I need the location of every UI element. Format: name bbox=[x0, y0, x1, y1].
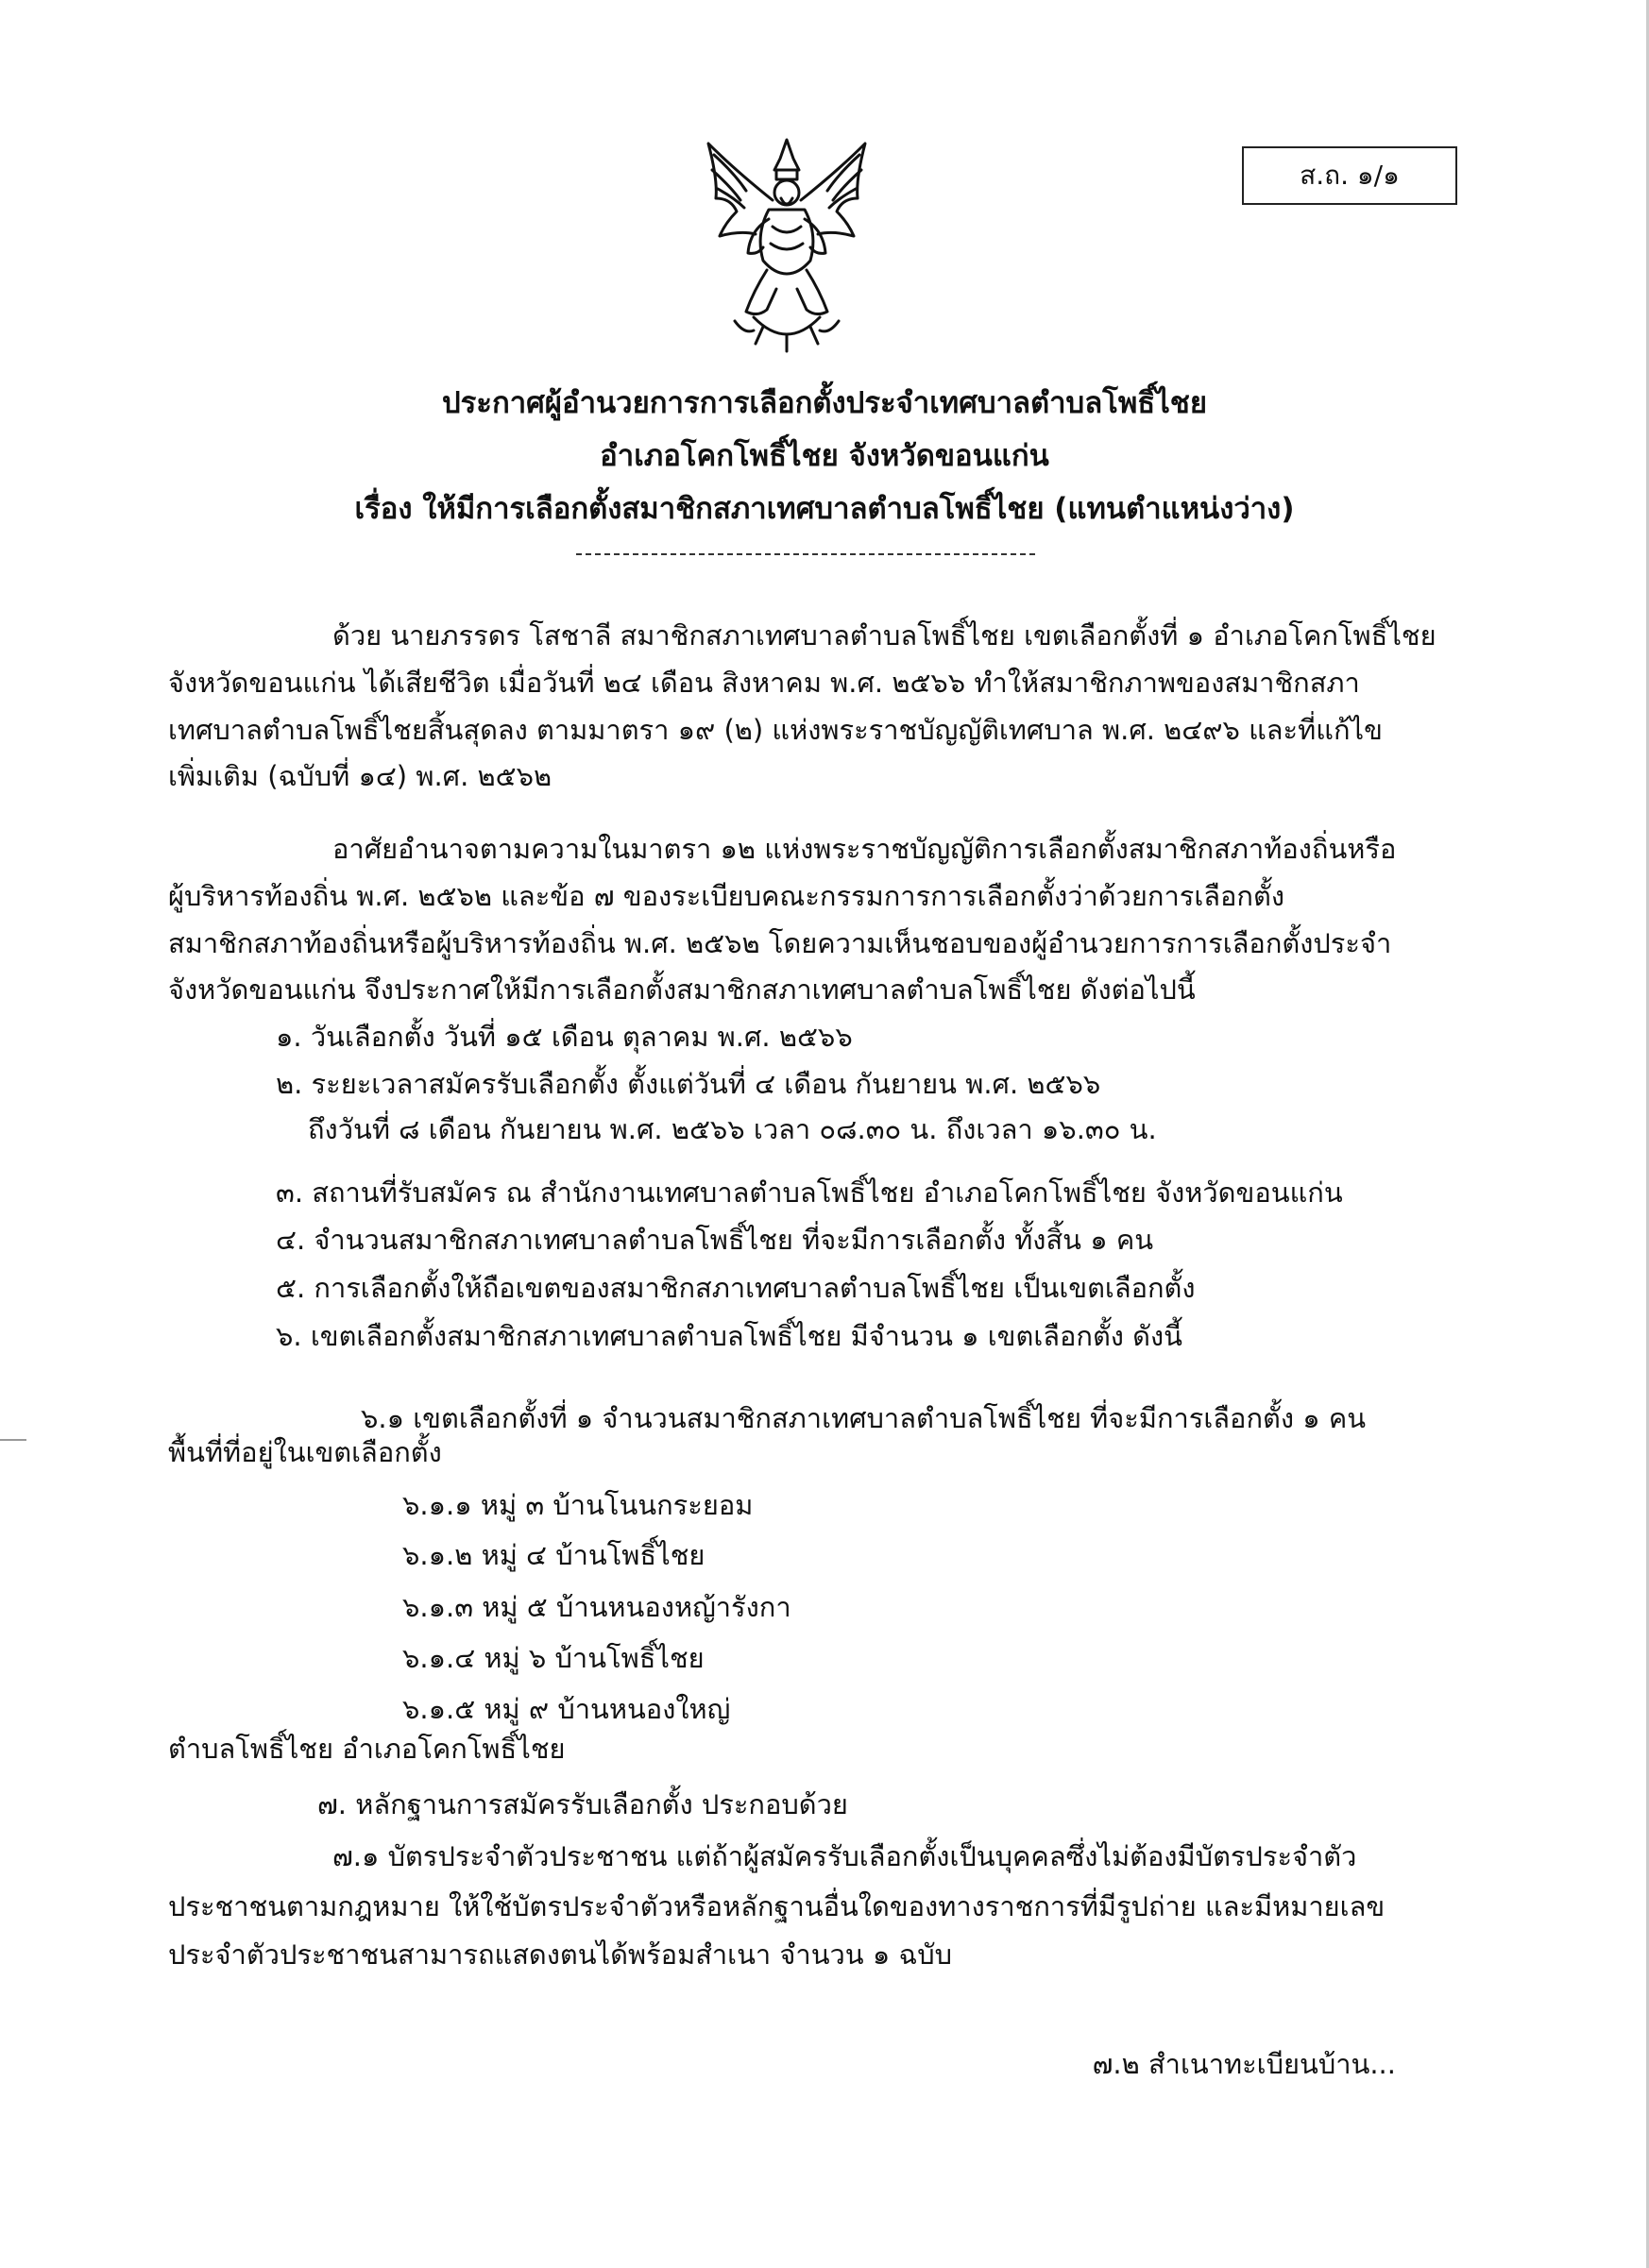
para2-line-2: ผู้บริหารท้องถิ่น พ.ศ. ๒๕๖๒ และข้อ ๗ ของระเบียบคณะกรรมการการเลือกตั้งว่าด้วยการเลือกตั้ง bbox=[168, 880, 1284, 912]
item-6: ๖. เขตเลือกตั้งสมาชิกสภาเทศบาลตำบลโพธิ์ไชย มีจำนวน ๑ เขตเลือกตั้ง ดังนี้ bbox=[276, 1320, 1183, 1352]
item-5: ๕. การเลือกตั้งให้ถือเขตของสมาชิกสภาเทศบาลตำบลโพธิ์ไชย เป็นเขตเลือกตั้ง bbox=[276, 1272, 1196, 1304]
para2-line-1: อาศัยอำนาจตามความในมาตรา ๑๒ แห่งพระราชบัญญัติการเลือกตั้งสมาชิกสภาท้องถิ่นหรือ bbox=[332, 833, 1397, 865]
para1-line-4: เพิ่มเติม (ฉบับที่ ๑๔) พ.ศ. ๒๕๖๒ bbox=[168, 760, 552, 792]
zone-district: ตำบลโพธิ์ไชย อำเภอโคกโพธิ์ไชย bbox=[168, 1733, 566, 1765]
para1-line-1: ด้วย นายภรรดร โสชาลี สมาชิกสภาเทศบาลตำบลโพธิ์ไชย เขตเลือกตั้งที่ ๑ อำเภอโคกโพธิ์ไชย bbox=[332, 619, 1436, 652]
village-2: ๖.๑.๒ หมู่ ๔ บ้านโพธิ์ไชย bbox=[402, 1539, 706, 1571]
evidence-line-2: ประชาชนตามกฎหมาย ให้ใช้บัตรประจำตัวหรือหลักฐานอื่นใดของทางราชการที่มีรูปถ่าย และมีหมายเลข bbox=[168, 1890, 1386, 1922]
continuation-note: ๗.๒ สำเนาทะเบียนบ้าน... bbox=[1092, 2048, 1396, 2080]
village-4: ๖.๑.๔ หมู่ ๖ บ้านโพธิ์ไชย bbox=[402, 1642, 705, 1674]
para2-line-3: สมาชิกสภาท้องถิ่นหรือผู้บริหารท้องถิ่น พ.ศ. ๒๕๖๒ โดยความเห็นชอบของผู้อำนวยการการเลือกตั้งประจำ bbox=[168, 927, 1392, 959]
evidence-title: ๗. หลักฐานการสมัครรับเลือกตั้ง ประกอบด้วย bbox=[317, 1788, 848, 1820]
item-4: ๔. จำนวนสมาชิกสภาเทศบาลตำบลโพธิ์ไชย ที่จะมีการเลือกตั้ง ทั้งสิ้น ๑ คน bbox=[276, 1224, 1154, 1256]
para1-line-3: เทศบาลตำบลโพธิ์ไชยสิ้นสุดลง ตามมาตรา ๑๙ (๒) แห่งพระราชบัญญัติเทศบาล พ.ศ. ๒๔๙๖ และที่แก้ไข bbox=[168, 714, 1383, 746]
header-line-2: อำเภอโคกโพธิ์ไชย จังหวัดขอนแก่น bbox=[600, 439, 1049, 473]
header-subject: เรื่อง ให้มีการเลือกตั้งสมาชิกสภาเทศบาลตำบลโพธิ์ไชย (แทนตำแหน่งว่าง) bbox=[354, 492, 1295, 526]
header-divider bbox=[576, 553, 1035, 555]
item-2: ๒. ระยะเวลาสมัครรับเลือกตั้ง ตั้งแต่วันที่ ๔ เดือน กันยายน พ.ศ. ๒๕๖๖ bbox=[276, 1068, 1101, 1100]
village-5: ๖.๑.๕ หมู่ ๙ บ้านหนองใหญ่ bbox=[402, 1693, 731, 1725]
zone-line-2: พื้นที่ที่อยู่ในเขตเลือกตั้ง bbox=[168, 1436, 442, 1468]
para1-line-2: จังหวัดขอนแก่น ได้เสียชีวิต เมื่อวันที่ ๒๔ เดือน สิงหาคม พ.ศ. ๒๕๖๖ ทำให้สมาชิกภาพของสมาชิกสภา bbox=[168, 667, 1360, 699]
scan-mark bbox=[0, 1439, 26, 1441]
item-2-cont: ถึงวันที่ ๘ เดือน กันยายน พ.ศ. ๒๕๖๖ เวลา ๐๘.๓๐ น. ถึงเวลา ๑๖.๓๐ น. bbox=[308, 1113, 1157, 1145]
village-1: ๖.๑.๑ หมู่ ๓ บ้านโนนกระยอม bbox=[402, 1489, 754, 1521]
para2-line-4: จังหวัดขอนแก่น จึงประกาศให้มีการเลือกตั้งสมาชิกสภาเทศบาลตำบลโพธิ์ไชย ดังต่อไปนี้ bbox=[168, 973, 1196, 1006]
form-code-box bbox=[1242, 146, 1457, 205]
evidence-line-1: ๗.๑ บัตรประจำตัวประชาชน แต่ถ้าผู้สมัครรับเลือกตั้งเป็นบุคคลซึ่งไม่ต้องมีบัตรประจำตัว bbox=[332, 1840, 1357, 1872]
garuda-emblem-icon bbox=[697, 132, 876, 354]
form-code: ส.ถ. ๑/๑ bbox=[1300, 160, 1400, 191]
item-1: ๑. วันเลือกตั้ง วันที่ ๑๕ เดือน ตุลาคม พ.ศ. ๒๕๖๖ bbox=[276, 1021, 853, 1053]
village-3: ๖.๑.๓ หมู่ ๕ บ้านหนองหญ้ารังกา bbox=[402, 1591, 791, 1623]
header-line-1: ประกาศผู้อำนวยการการเลือกตั้งประจำเทศบาลตำบลโพธิ์ไชย bbox=[441, 386, 1208, 420]
item-3: ๓. สถานที่รับสมัคร ณ สำนักงานเทศบาลตำบลโพธิ์ไชย อำเภอโคกโพธิ์ไชย จังหวัดขอนแก่น bbox=[276, 1176, 1343, 1209]
evidence-line-3: ประจำตัวประชาชนสามารถแสดงตนได้พร้อมสำเนา จำนวน ๑ ฉบับ bbox=[168, 1938, 953, 1971]
zone-line-1: ๖.๑ เขตเลือกตั้งที่ ๑ จำนวนสมาชิกสภาเทศบาลตำบลโพธิ์ไชย ที่จะมีการเลือกตั้ง ๑ คน bbox=[361, 1402, 1367, 1434]
